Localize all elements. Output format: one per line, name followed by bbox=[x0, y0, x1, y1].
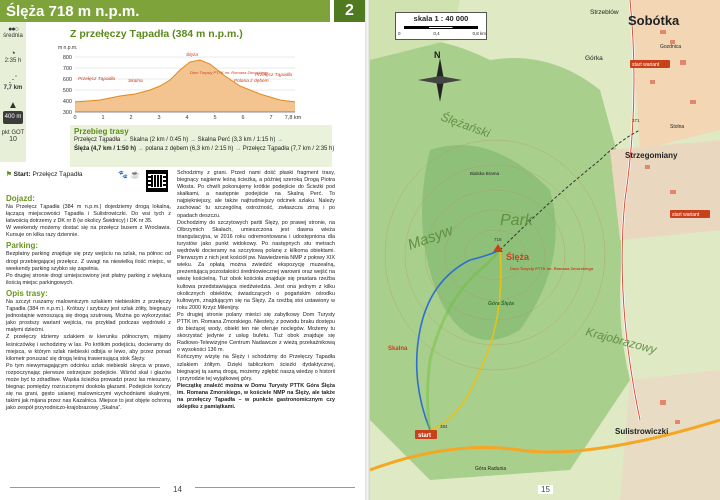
clock-icon: ◔ bbox=[10, 48, 16, 58]
map-scale bbox=[395, 12, 487, 40]
x-tick: 2 bbox=[129, 115, 133, 121]
waypoint: Skalna Perć (3,3 km / 1:15 h) bbox=[197, 137, 276, 143]
difficulty-indicator bbox=[0, 26, 26, 39]
route-number-badge: 2 bbox=[334, 0, 365, 22]
y-tick: 600 bbox=[62, 77, 72, 83]
summit-label: Ślęża bbox=[506, 252, 530, 262]
profile-label: Skalna bbox=[128, 79, 143, 84]
x-tick: 3 bbox=[157, 115, 161, 121]
place-label: Strzegomiany bbox=[625, 151, 678, 160]
dog-icon: 🐾 bbox=[118, 170, 128, 179]
route-course-line: Przełęcz Tąpadła → Skalna (2 km / 0:45 h) → Skalna Perć (3,3 km / 1:15 h) → bbox=[74, 137, 284, 143]
route-stats-sidebar bbox=[0, 22, 26, 162]
difficulty-dots-icon: ●●○ bbox=[8, 26, 18, 33]
paragraph: Schodzimy z grani. Przed nami dość płaski fragment trasy, biegnący najpierw leśną ścieżką, a później szeroką Drogą Piotra Włosta. Po chwili pokonujemy krótkie podejście do Ścieżki pod skałkami, a następnie podejście na Skalną Perć. To najpiękniejszy, ale także najtrudniejszy odcinek szlaku. Należy zachować tu szczególną ostrożność, zwłaszcza zimą i po opadach deszczu. bbox=[177, 170, 335, 219]
y-tick: 400 bbox=[62, 99, 72, 105]
profile-label: Przełęcz Tąpadła bbox=[255, 73, 293, 78]
distance-stat bbox=[0, 74, 26, 91]
paragraph: Kończymy wizytę na Ślęży i schodzimy do Przełęczy Tąpadła szlakiem żółtym. Dzięki tabliczkom ścieżki dydaktycznej, biegnącej tą samą drogą, możemy zgłębić naszą wiedzę o historii i przyrodzie tej wyjątkowej góry. bbox=[177, 354, 335, 382]
text-column-1 bbox=[6, 170, 171, 412]
got-value: 10 bbox=[9, 136, 17, 143]
difficulty-label: średnia bbox=[3, 33, 23, 39]
elevation-stat bbox=[0, 100, 26, 124]
y-tick: 800 bbox=[62, 55, 72, 61]
scale-tick: 0,8 km bbox=[472, 31, 486, 36]
place-label: Bialska Brama bbox=[470, 171, 500, 176]
north-label: N bbox=[434, 50, 441, 60]
scale-tick: 0 bbox=[398, 31, 401, 36]
place-label: Sobótka bbox=[628, 13, 680, 28]
x-tick: 5 bbox=[213, 115, 217, 121]
page-header bbox=[0, 0, 330, 22]
profile-y-unit: m n.p.m. bbox=[58, 45, 78, 51]
right-page bbox=[370, 0, 720, 500]
paragraph: Na Przełęcz Tąpadła (384 m n.p.m.) dojedziemy drogą lokalną, łączącą miejscowości Tąpadła i Sulistrowiczki. Do wsi tych z łatwością dotrzemy z DK nr 8 (w okolicy Świdnicy) i DK nr 35. bbox=[6, 204, 171, 225]
elevation-value: 400 m bbox=[3, 111, 23, 124]
elevation-profile bbox=[50, 42, 330, 122]
waypoint: Przełęcz Tąpadła bbox=[74, 137, 121, 143]
elevation-label: 718 bbox=[494, 237, 502, 242]
start-label: start bbox=[418, 433, 432, 439]
distance-value: 7,7 km bbox=[3, 85, 23, 91]
paragraph: Po drugiej stronie drogi umiejscowiony jest płatny parking z większą ilością miejsc parkingowych. bbox=[6, 272, 171, 286]
start-value: Przełęcz Tąpadła bbox=[32, 171, 83, 178]
place-label: Stolna bbox=[670, 124, 685, 130]
paragraph: W weekendy możemy dostać się na przełęcz busem z Wrocławia. Kursuje on kilka razy dziennie. bbox=[6, 225, 171, 239]
park-label: Ślężański bbox=[438, 109, 493, 141]
route-course-title: Przebieg trasy bbox=[74, 127, 129, 136]
amenity-icons bbox=[118, 170, 140, 179]
place-label: Góra Radunia bbox=[475, 466, 507, 472]
trail-map bbox=[370, 0, 720, 500]
profile-label: Dom Turysty PTTK im. Romana Zmorskiego bbox=[190, 70, 269, 75]
elevation-label: 371 bbox=[632, 118, 640, 123]
y-tick: 300 bbox=[62, 110, 72, 116]
waypoint: Ślęża (4,7 km / 1:50 h) bbox=[74, 145, 137, 152]
start-variant-label: start wariant bbox=[672, 212, 700, 218]
place-label: Strzeblów bbox=[590, 9, 619, 16]
waypoint: Przełęcz Tąpadła (7,7 km / 2:35 h) bbox=[242, 145, 335, 152]
place-label: Góra Ślęża bbox=[488, 301, 514, 307]
waypoint: polana z dębem (6,3 km / 2:15 h) bbox=[145, 145, 234, 152]
qr-code bbox=[146, 170, 168, 192]
profile-label: Ślęża bbox=[186, 53, 198, 58]
route-course-line: Ślęża (4,7 km / 1:50 h) → polana z dębem (6,3 km / 2:15 h) → Przełęcz Tąpadła (7,7 km / 2:35 h) bbox=[74, 145, 335, 152]
got-label: pkt GOT bbox=[1, 130, 25, 136]
start-label: Start: bbox=[13, 171, 31, 178]
section-heading: Opis trasy: bbox=[6, 288, 48, 298]
park-label: Krajobrazowy bbox=[584, 324, 659, 357]
x-tick: 1 bbox=[101, 115, 105, 121]
scale-tick: 0,4 bbox=[433, 31, 440, 36]
duration-value: 2:35 h bbox=[4, 58, 22, 64]
place-label: Sulistrowiczki bbox=[615, 427, 669, 436]
x-tick: 6 bbox=[241, 115, 245, 121]
section-heading: Dojazd: bbox=[6, 194, 35, 203]
page-number-right: 15 bbox=[538, 485, 553, 494]
waypoint: Skalna (2 km / 0:45 h) bbox=[129, 137, 189, 143]
footprints-icon: ⋰ bbox=[8, 74, 18, 84]
mountain-icon: ▲ bbox=[8, 100, 18, 111]
got-points-stat bbox=[0, 130, 26, 143]
start-variant-label: start wariant bbox=[632, 62, 660, 68]
elevation-label: 384 bbox=[440, 424, 448, 429]
section-heading: Parking: bbox=[6, 241, 39, 251]
y-tick: 700 bbox=[62, 66, 72, 72]
profile-label: Przełęcz Tąpadła bbox=[78, 77, 116, 82]
x-tick: 0 bbox=[73, 115, 77, 121]
place-label: Gozdnica bbox=[660, 44, 682, 50]
page-title: Ślęża 718 m n.p.m. bbox=[6, 3, 140, 20]
x-tick: 7,8 km bbox=[284, 115, 302, 121]
shelter-label: Dom Turysty PTTK im. Romana Zmorskiego bbox=[510, 266, 594, 271]
food-icon: ☕ bbox=[130, 170, 141, 179]
text-column-2 bbox=[177, 170, 335, 411]
duration-stat bbox=[0, 48, 26, 64]
route-subtitle: Z przełęczy Tąpadła (384 m n.p.m.) bbox=[70, 28, 243, 40]
paragraph: Na szczyt ruszamy malowniczym szlakiem niebieskim z przełęczy Tąpadła (384 m n.p.m.). Krótszy i szybszy jest szlak żółty, biegnący jednostajnie wznoszącą się drogą szutrową. Można go wykorzystać jako prostszy wariant wejścia, na przykład podczas wędrówki z małymi dziećmi. bbox=[6, 298, 171, 334]
scale-bar bbox=[404, 26, 478, 29]
paragraph: Bezpłatny parking znajduje się przy wejściu na szlak, na północ od drogi przebiegającej przełęcz. Z uwagi na niewielką ilość miejsc, w weekendy parking szybko się zapełnia. bbox=[6, 251, 171, 272]
paragraph: Dochodzimy do szczytowych partii Ślęży, po prawej stronie, na Olbrzymich Skałach, umieszczona jest dawna wieża triangulacyjna, w 2016 roku odremontowana i udostępniona dla turystów jako punkt widokowy. Po następnych stu metrach wędrówki docieramy na szczytową polanę z kilkoma obiektami. Pierwszym z nich jest kościół pw. Nawiedzenia NMP z połowy XIX wieku. Za opłatą można zwiedzić ekspozycję muzealną, prezentującą pozostałości średniowiecznej warowni oraz wejść na wieżę kościelną. Tuż obok kościoła znajduje się prastara rzeźba kultowa przedstawiająca niedźwiedzia. Jest ona jednym z kilku okolicznych obiektów, świadczących o pogańskim ośrodku kultowym, znajdującym się na Ślęży. Za rzeźbą stoi ustawiony w roku 2000 Krzyż Milenijny. bbox=[177, 219, 335, 311]
stamp-info: Pieczątkę znaleźć można w Domu Turysty PTTK Góra Ślęża im. Romana Zmorskiego, w kościele NMP na Ślęży, ale także na przełęczy Tąpadła – w punkcie gastronomicznym czy sklepiku z pamiątkami. bbox=[177, 382, 335, 411]
route-course-box bbox=[70, 125, 335, 167]
profile-label: Polana z dębem bbox=[234, 79, 269, 84]
paragraph: Po tym niewymagającym odcinku szlak niebieski skręca w prawo, rozpoczynając pierwsze ostrzejsze podejście. Wśród skał i głazów może być to zdradliwe. Wąska ścieżka prowadzi przez las mieszany, biegnąc pomiędzy rozrzuconymi dookoła głazami. Podejście kończy się na grani, gęsto usianej malowniczymi wychodniami skalnymi, takimi jak mijana przez nas Kazalnica. Miejsce to jest objęte ochroną jako zespół przyrodniczo-krajobrazowy „Skalna”. bbox=[6, 362, 171, 412]
park-label: Park bbox=[500, 212, 533, 229]
x-tick: 4 bbox=[185, 115, 189, 121]
paragraph: Z przełęczy idziemy szlakiem w kierunku północnym, mijamy leśniczówkę i wchodzimy w las. Po krótkim podejściu, docieramy do miejsca, w którym szlak niebieski odbija w lewo, aby przez ponad kilometr poruszać się drogą leśną trawersującą stok Ślęży. bbox=[6, 334, 171, 362]
place-label: Skalna bbox=[388, 346, 408, 352]
scale-ticks bbox=[398, 31, 486, 36]
massif-label: Masyw bbox=[405, 221, 456, 254]
flag-icon: ⚑ bbox=[6, 171, 12, 178]
page-number-left: 14 bbox=[173, 485, 182, 494]
place-label: Górka bbox=[585, 55, 603, 62]
paragraph: Po drugiej stronie polany mieści się zabytkowy Dom Turysty PTTK im. Romana Zmorskiego. Niestety, z powodu braku dostępu do bieżącej wody, obiekt ten nie oferuje noclegów. Możemy tu skorzystać jedynie z usług bufetu. Tuż obok znajduje się Radiowo-Telewizyjne Centrum Nadawcze z wieżą przekaźnikową o wysokości 136 m. bbox=[177, 311, 335, 354]
scale-title: skala 1 : 40 000 bbox=[413, 14, 469, 23]
y-tick: 500 bbox=[62, 88, 72, 94]
x-tick: 7 bbox=[269, 115, 273, 121]
